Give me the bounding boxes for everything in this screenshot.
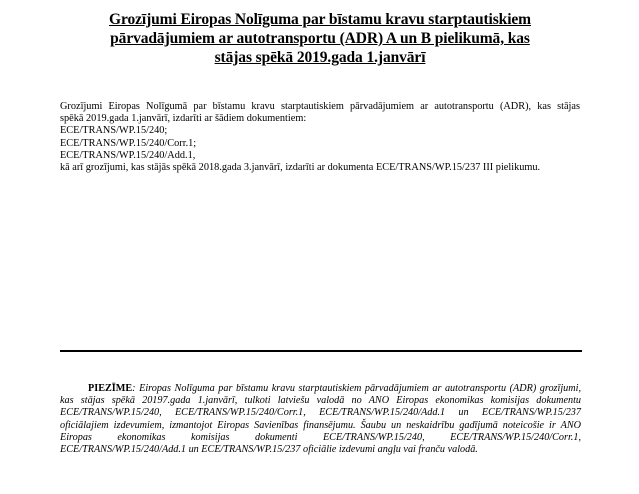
footnote-text: : Eiropas Nolīguma par bīstamu kravu starptautiskiem pārvadājumiem ar autotransportu (ADR) grozījumi, kas stājas spēkā 20197.gada 1.janvārī, tulkoti latviešu valodā no ANO Eiropas ekonomikas komisijas dokumentu ECE/TRANS/WP.15/240, ECE/TRANS/WP.15/240/Corr.1, ECE/TRANS/WP.15/240/Add.1 un ECE/TRANS/WP.15/237 oficiālajiem izdevumiem, izmantojot Eiropas Savienības finansējumu. Šaubu un neskaidrību gadījumā noteicošie ir ANO Eiropas ekonomikas komisijas dokumenti ECE/TRANS/WP.15/240, ECE/TRANS/WP.15/240/Corr.1, ECE/TRANS/WP.15/240/Add.1 un ECE/TRANS/WP.15/237 oficiālie izdevumi angļu vai franču valodā. [60,383,581,456]
footnote-separator [60,350,582,352]
title-line-1: Grozījumi Eiropas Nolīguma par bīstamu kravu starptautiskiem [108,11,531,28]
document-ref-1: ECE/TRANS/WP.15/240; [60,125,168,137]
footnote-label: PIEZĪME [88,383,133,394]
title-line-2: pārvadājumiem ar autotransportu (ADR) A un B pielikumā, kas [110,30,530,47]
closing-line: kā arī grozījumi, kas stājās spēkā 2018.gada 3.janvārī, izdarīti ar dokumenta ECE/TRANS/WP.15/237 III pielikumu. [60,162,541,174]
document-body [60,101,580,174]
document-ref-3: ECE/TRANS/WP.15/240/Add.1, [60,149,196,161]
intro-line-2: spēkā 2019.gada 1.janvārī, izdarīti ar šādiem dokumentiem: [60,113,307,125]
document-title [60,10,580,67]
intro-line-1: Grozījumi Eiropas Nolīgumā par bīstamu kravu starptautiskiem pārvadājumiem ar autotransportu (ADR), kas stājas [60,101,580,112]
title-line-3: stājas spēkā 2019.gada 1.janvārī [214,49,426,66]
footnote [60,383,581,456]
document-ref-2: ECE/TRANS/WP.15/240/Corr.1; [60,137,197,149]
